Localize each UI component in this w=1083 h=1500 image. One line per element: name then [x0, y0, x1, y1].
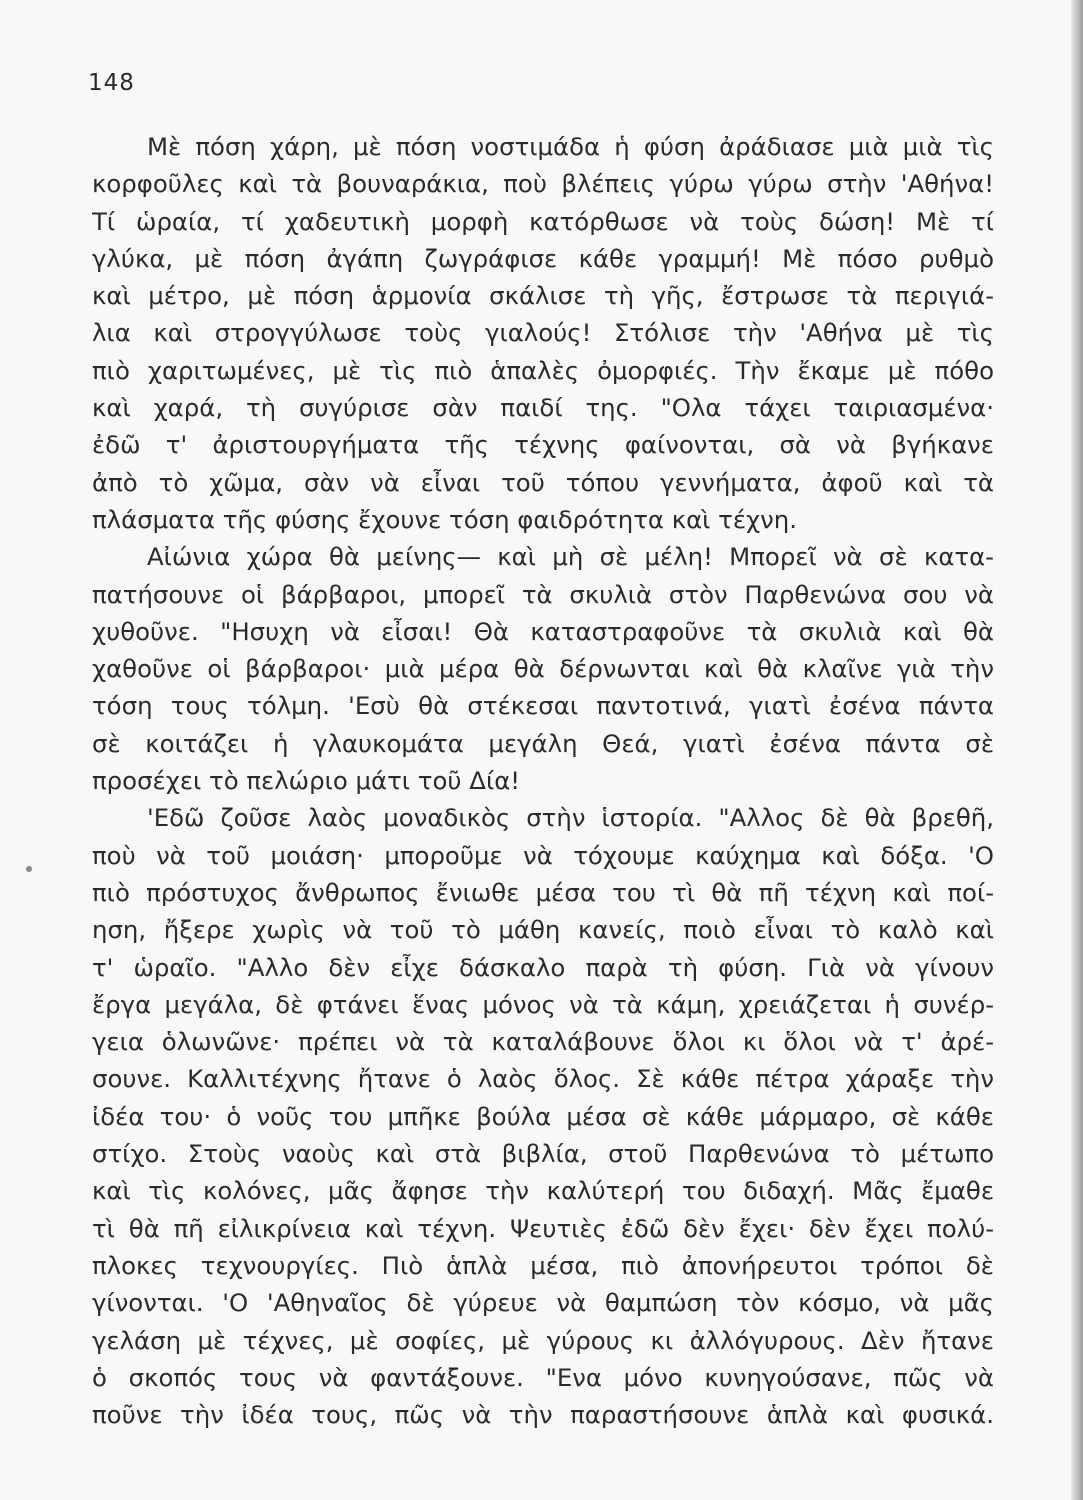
text-line: γελάση μὲ τέχνες, μὲ σοφίες, μὲ γύρους κι ἀλλόγυρους. Δὲν ἤτανε	[92, 1325, 994, 1355]
text-line: πλάσματα τῆς φύσης ἔχουνε τόση φαιδρότητα καὶ τέχνη.	[92, 504, 797, 534]
page-number: 148	[88, 70, 135, 96]
text-line: γεια ὁλωνῶνε· πρέπει νὰ τὰ καταλάβουνε ὅλοι κι ὅλοι νὰ τ' ἀρέ-	[92, 1027, 994, 1057]
text-line: καὶ μέτρο, μὲ πόση ἁρμονία σκάλισε τὴ γῆς, ἔστρωσε τὰ περιγιά-	[92, 281, 994, 311]
text-line: καὶ τὶς κολόνες, μᾶς ἄφησε τὴν καλύτερή του διδαχή. Μᾶς ἔμαθε	[92, 1176, 994, 1206]
text-line: γίνονται. 'Ο 'Αθηναῖος δὲ γύρευε νὰ θαμπώση τὸν κόσμο, νὰ μᾶς	[92, 1288, 994, 1318]
text-line: Αἰώνια χώρα θὰ μείνης— καὶ μὴ σὲ μέλη! Μπορεῖ νὰ σὲ κατα-	[147, 542, 994, 572]
paragraph-3	[92, 799, 994, 1433]
text-line: τόση τους τόλμη. 'Εσὺ θὰ στέκεσαι παντοτινά, γιατὶ ἐσένα πάντα	[92, 691, 994, 721]
text-line: τὶ θὰ πῆ εἰλικρίνεια καὶ τέχνη. Ψευτιὲς ἐδῶ δὲν ἔχει· δὲν ἔχει πολύ-	[92, 1213, 994, 1243]
text-line: γλύκα, μὲ πόση ἀγάπη ζωγράφισε κάθε γραμμή! Μὲ πόσο ρυθμὸ	[92, 243, 994, 273]
text-line: πατήσουνε οἱ βάρβαροι, μπορεῖ τὰ σκυλιὰ στὸν Παρθενώνα σου νὰ	[92, 579, 994, 609]
text-line: στίχο. Στοὺς ναοὺς καὶ στὰ βιβλία, στοῦ Παρθενώνα τὸ μέτωπο	[92, 1139, 994, 1169]
text-line: πιὸ χαριτωμένες, μὲ τὶς πιὸ ἁπαλὲς ὀμορφιές. Τὴν ἔκαμε μὲ πόθο	[92, 355, 994, 385]
text-line: ποῦνε τὴν ἰδέα τους, πῶς νὰ τὴν παραστήσουνε ἁπλὰ καὶ φυσικά.	[92, 1400, 994, 1430]
text-line: 'Εδῶ ζοῦσε λαὸς μοναδικὸς στὴν ἱστορία. "Αλλος δὲ θὰ βρεθῆ,	[147, 803, 994, 833]
text-line: καὶ χαρά, τὴ συγύρισε σὰν παιδί της. "Ολα τάχει ταιριασμένα·	[92, 393, 994, 423]
body-text	[92, 128, 994, 1433]
paragraph-1	[92, 128, 994, 538]
scan-speck	[26, 866, 32, 872]
text-line: χαθοῦνε οἱ βάρβαροι· μιὰ μέρα θὰ δέρνωνται καὶ θὰ κλαῖνε γιὰ τὴν	[92, 654, 994, 684]
text-line: λια καὶ στρογγύλωσε τοὺς γιαλούς! Στόλισε τὴν 'Αθήνα μὲ τὶς	[92, 318, 994, 348]
text-line: ἔργα μεγάλα, δὲ φτάνει ἕνας μόνος νὰ τὰ κάμη, χρειάζεται ἡ συνέρ-	[92, 989, 994, 1019]
text-line: προσέχει τὸ πελώριο μάτι τοῦ Δία!	[92, 766, 521, 796]
text-line: ἰδέα του· ὁ νοῦς του μπῆκε βούλα μέσα σὲ κάθε μάρμαρο, σὲ κάθε	[92, 1101, 994, 1131]
text-line: σουνε. Καλλιτέχνης ἤτανε ὁ λαὸς ὅλος. Σὲ κάθε πέτρα χάραξε τὴν	[92, 1064, 994, 1094]
text-line: Τί ὡραία, τί χαδευτικὴ μορφὴ κατόρθωσε νὰ τοὺς δώση! Μὲ τί	[92, 206, 994, 236]
text-line: χυθοῦνε. "Ησυχη νὰ εἶσαι! Θὰ καταστραφοῦνε τὰ σκυλιὰ καὶ θὰ	[92, 616, 994, 646]
text-line: πιὸ πρόστυχος ἄνθρωπος ἔνιωθε μέσα του τὶ θὰ πῆ τέχνη καὶ ποί-	[92, 877, 994, 907]
text-line: ἐδῶ τ' ἀριστουργήματα τῆς τέχνης φαίνονται, σὰ νὰ βγήκανε	[92, 430, 994, 460]
text-line: πλοκες τεχνουργίες. Πιὸ ἁπλὰ μέσα, πιὸ ἀπονήρευτοι τρόποι δὲ	[92, 1250, 994, 1280]
text-line: τ' ὡραῖο. "Αλλο δὲν εἶχε δάσκαλο παρὰ τὴ φύση. Γιὰ νὰ γίνουν	[92, 952, 994, 982]
text-line: σὲ κοιτάζει ἡ γλαυκομάτα μεγάλη Θεά, γιατὶ ἐσένα πάντα σὲ	[92, 728, 994, 758]
text-line: ηση, ἤξερε χωρὶς νὰ τοῦ τὸ μάθη κανείς, ποιὸ εἶναι τὸ καλὸ καὶ	[92, 915, 994, 945]
page-edge-shadow	[1071, 0, 1083, 1500]
text-line: ποὺ νὰ τοῦ μοιάση· μποροῦμε νὰ τόχουμε καύχημα καὶ δόξα. 'Ο	[92, 840, 994, 870]
paragraph-2	[92, 538, 994, 799]
text-line: κορφοῦλες καὶ τὰ βουναράκια, ποὺ βλέπεις γύρω γύρω στὴν 'Αθήνα!	[92, 169, 994, 199]
text-line: ἀπὸ τὸ χῶμα, σὰν νὰ εἶναι τοῦ τόπου γεννήματα, ἀφοῦ καὶ τὰ	[92, 467, 994, 497]
text-line: ὁ σκοπός τους νὰ φαντάξουνε. "Ενα μόνο κυνηγούσανε, πῶς νὰ	[92, 1362, 994, 1392]
text-line: Μὲ πόση χάρη, μὲ πόση νοστιμάδα ἡ φύση ἀράδιασε μιὰ μιὰ τὶς	[147, 132, 994, 161]
